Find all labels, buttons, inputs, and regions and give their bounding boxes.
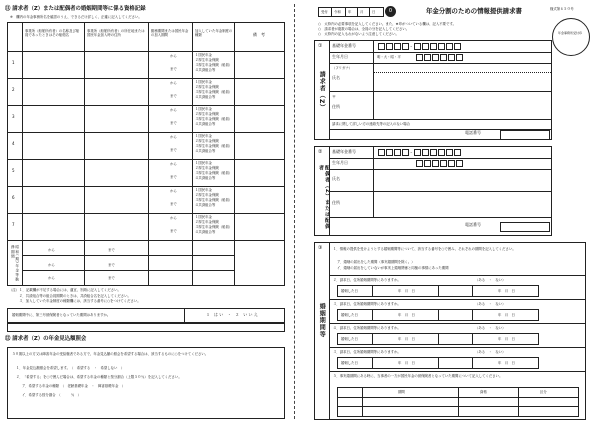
type-option: ３厚生年金保険（船員） [195, 63, 233, 67]
q1-option-b[interactable]: イ．婚姻の届出をしていないが事実上婚姻関係と同様の事情にあった期間 [337, 266, 449, 270]
row-number: 2 [12, 87, 15, 92]
spouse-address-label: 住所 [332, 200, 340, 205]
date-input[interactable]: 年 月 日 [398, 289, 415, 293]
instructions [318, 22, 456, 37]
marriage-period-block [314, 242, 586, 420]
type-option: ２厚生年金保険 [195, 58, 219, 62]
cell-label: 婚姻した日 [341, 289, 358, 293]
pension-kind-choice[interactable]: ア．希望する年金の種類 （ 老齢基礎年金 ・ 障害基礎年金 ） [22, 384, 126, 388]
date-input[interactable]: 年 月 日 [398, 337, 415, 341]
pension-type-list[interactable] [195, 107, 232, 127]
period-from: から [48, 263, 55, 267]
block-number: ① [318, 43, 323, 49]
type-option: ４共済組合等 [195, 203, 216, 207]
date-input[interactable]: 年 月 日 [498, 337, 515, 341]
period-until: まで [170, 229, 177, 233]
type-option: ２厚生年金保険 [195, 193, 219, 197]
period-until: まで [108, 248, 115, 252]
row-number: 3 [12, 114, 15, 119]
name-input[interactable] [377, 75, 547, 87]
section-note: ※ 欄内の年金事務所名を確認のうえ、できるだけ詳しく、正確に記入してください。 [10, 15, 142, 19]
row-number: 6 [12, 195, 15, 200]
period-from: から [170, 189, 177, 193]
type-option: １国民年金 [195, 215, 212, 219]
spouse-name-input[interactable] [377, 172, 547, 188]
period-from: から [170, 216, 177, 220]
spouse-phone-label: 電話番号 [465, 222, 481, 227]
note-line: ２．共済組合等の組合員期間のときは、共済組合名を記入してください。 [19, 293, 131, 298]
date-input[interactable]: 年 月 日 [398, 313, 415, 317]
period-until: まで [170, 175, 177, 179]
table-header: 期間 [398, 390, 405, 394]
type-option: ２厚生年金保険 [195, 112, 219, 116]
birth-date-label: 生年月日 [332, 54, 348, 59]
type-option: ２厚生年金保険 [195, 85, 219, 89]
type-option: １国民年金 [195, 107, 212, 111]
type-option: １国民年金 [195, 134, 212, 138]
type-option: ４共済組合等 [195, 68, 216, 72]
estimate-option-1[interactable]: １．年金見込額照会を希望します。（ 希望する ・ 希望しない ） [16, 366, 125, 370]
spouse-address-input[interactable] [377, 194, 547, 214]
period-from: から [170, 135, 177, 139]
type-option: ３厚生年金保険（船員） [195, 117, 233, 121]
ratio-field[interactable]: イ．希望する按分割合 （ ％ ） [22, 393, 82, 397]
col-header-employer: 事業所（船舶所有者）の名称及び船員であったときはその船舶名 [25, 29, 80, 38]
address-input[interactable] [377, 94, 547, 116]
type-option: ２厚生年金保険 [195, 220, 219, 224]
period-until: まで [170, 121, 177, 125]
cell-label: 日 [372, 10, 376, 14]
cell-label: 月 [360, 10, 364, 14]
period-from: から [170, 162, 177, 166]
date-input[interactable]: 年 月 日 [398, 361, 415, 365]
cell-label: 受付 [321, 10, 328, 14]
spouse-birth-input[interactable] [415, 160, 463, 167]
note-line: （注）１．記載欄が不足する場合には、適宜、別紙に記入してください。 [9, 288, 121, 292]
receipt-date-cells [318, 7, 384, 17]
name-label: 氏名 [332, 75, 340, 80]
period-from: から [48, 276, 55, 280]
form-title: 年金分割のための情報提供請求書 [426, 7, 522, 15]
question-text: 婚姻期間中に、第三号被保険者となっていた期間はありますか。 [12, 313, 111, 317]
type-option: １国民年金 [195, 53, 212, 57]
type-option: １国民年金 [195, 188, 212, 192]
cell-label: 年 [348, 10, 352, 14]
q6-text: ５．事実婚期間にある時に、当事者の一方が国民年金の被保険者となっていた期間について記入してください。 [333, 374, 503, 378]
receipt-stamp-label: 年金事務所受付印 [557, 31, 582, 35]
blank-row [7, 322, 285, 332]
phone-input[interactable] [500, 130, 550, 140]
table-header: 資格 [480, 390, 487, 394]
claimant-block [314, 40, 552, 140]
block-number: ③ [318, 245, 323, 251]
type-option: ３厚生年金保険（船員） [195, 225, 233, 229]
name-kana-label: （フリガナ） [332, 66, 353, 70]
phone-label: 電話番号 [465, 130, 481, 135]
cell-label: 婚姻した日 [341, 361, 358, 365]
pension-type-list[interactable] [195, 80, 232, 100]
type-option: ３厚生年金保険（船員） [195, 171, 233, 175]
address-zip-label: 〒 [332, 94, 336, 99]
yes-no-choice[interactable]: １ は い ・ ２ い い え [206, 312, 258, 317]
block-side-label: 婚姻期間等 [318, 303, 326, 338]
block-number: ② [318, 149, 323, 155]
pension-type-list[interactable] [195, 53, 232, 73]
q4-date-row [337, 333, 539, 345]
spouse-pension-no-label: 基礎年金番号 [332, 149, 356, 154]
date-input[interactable]: 年 月 日 [498, 313, 515, 317]
section-title-estimate [5, 336, 86, 342]
record-table [7, 22, 285, 286]
q5-text: ３．請求日、住所婚姻期間等にありますか。 [333, 350, 401, 354]
period-from: から [170, 81, 177, 85]
contact-note: 請求に関して詳しい方の連絡先等の記入のない場合 [332, 122, 410, 126]
type-option: ３厚生年金保険（船員） [195, 144, 233, 148]
q5-date-row [337, 357, 539, 369]
type-option: ４共済組合等 [195, 149, 216, 153]
date-input[interactable]: 年 月 日 [498, 289, 515, 293]
type-option: ４共済組合等 [195, 95, 216, 99]
cell-label: 令和 [334, 10, 341, 14]
left-form-page [0, 0, 288, 423]
q4-text: ４．請求日、住所婚姻期間等にありますか。 [333, 326, 401, 330]
section-title-record [5, 6, 146, 12]
type-option: ２厚生年金保険 [195, 139, 219, 143]
col-header-type: 加入していた年金制度の種類 [195, 29, 233, 38]
block-side-label: 請求者（Z） [318, 71, 326, 112]
fold-line [294, 4, 295, 419]
section-heading: 請求者（Z）または配偶者の婚姻期間等に係る資格記録 [12, 6, 146, 12]
table-header: 区分 [540, 390, 547, 394]
pension-type-list[interactable] [195, 134, 232, 154]
section-heading: 請求者（Z）の年金見込額照会 [12, 336, 87, 342]
period-until: まで [170, 148, 177, 152]
birth-date-input[interactable] [415, 54, 463, 61]
q3-text: ３．請求日、住所婚姻期間等にありますか。 [333, 302, 401, 306]
table-notes [9, 288, 141, 305]
type-option: １国民年金 [195, 80, 212, 84]
pension-type-list[interactable] [195, 188, 232, 208]
basic-pension-no-label: 基礎年金番号 [332, 43, 356, 48]
type-option: ３厚生年金保険（船員） [195, 198, 233, 202]
row-number: 1 [12, 60, 15, 65]
q3-date-row [337, 309, 539, 321]
birth-era-choice[interactable]: 明・大・昭・平 [377, 55, 401, 59]
cell-label: 婚姻した日 [341, 313, 358, 317]
type-option: １国民年金 [195, 161, 212, 165]
period-until: まで [170, 202, 177, 206]
q3-yes-no[interactable]: （ある ・ ない） [475, 302, 506, 306]
type-option: ４共済組合等 [195, 176, 216, 180]
type-option: ２厚生年金保険 [195, 166, 219, 170]
col-header-address: 事業所（船舶所有者）の所在地または国民年金加入時の住所 [87, 29, 145, 38]
type-option: ４共済組合等 [195, 230, 216, 234]
q4-yes-no[interactable]: （ある ・ ない） [475, 326, 506, 330]
block-side-label: 配偶者（Z）または配偶者 [318, 165, 330, 230]
pension-type-list[interactable] [195, 215, 232, 235]
q5-yes-no[interactable]: （ある ・ ない） [475, 350, 506, 354]
spouse-phone-input[interactable] [500, 222, 550, 232]
right-form-page [300, 0, 598, 423]
period-until: まで [108, 263, 115, 267]
spouse-birth-label: 生年月日 [332, 160, 348, 165]
type-option: ４共済組合等 [195, 122, 216, 126]
period-from: から [48, 248, 55, 252]
spouse-pension-no-input[interactable]: – [377, 149, 462, 156]
row-number: 7 [12, 222, 15, 227]
period-from: から [170, 108, 177, 112]
summary-side-label: 昭和(期)年金等勤務期間 [11, 245, 20, 283]
q1-option-a[interactable]: ア．婚姻の届出をした期間（事実婚期間を除く。） [337, 260, 415, 264]
q2-yes-no[interactable]: （ある ・ ない） [475, 278, 506, 282]
instruction-line: ○ 請求者が複数の場合は、全員の分を記入してください。 [318, 27, 410, 31]
col-header-period: 勤務期間または国民年金の加入期間 [151, 29, 189, 38]
section-number: ⑫ [5, 336, 11, 342]
q2-date-row [337, 285, 539, 297]
period-from: から [170, 54, 177, 58]
row-number: 5 [12, 168, 15, 173]
instruction-line: ○ 太枠内の必要事項を記入してください。また、★印がついている欄は、記入不要です。 [318, 22, 456, 26]
section-number: ⑪ [5, 6, 11, 12]
pension-type-list[interactable] [195, 161, 232, 181]
estimate-text: ５０歳以上の方又は障害年金の受給権者である方で、年金見込額の照会を希望する場合は、該当するものに○をつけてください。 [12, 352, 209, 356]
type-option: ３厚生年金保険（船員） [195, 90, 233, 94]
estimate-box [7, 347, 285, 419]
col-header-remarks: 備 考 [253, 32, 265, 37]
instruction-line: ○ 太枠内の記入もれがないよう注意してください。 [318, 32, 399, 36]
date-input[interactable]: 年 月 日 [498, 361, 515, 365]
address-label: 住所 [332, 104, 340, 109]
receipt-stamp-circle [552, 18, 590, 56]
insured-period-table [337, 387, 579, 417]
cell-label: 婚姻した日 [341, 337, 358, 341]
q2-text: ２．請求日、住所婚姻期間等にありますか。 [333, 278, 401, 282]
period-until: まで [170, 94, 177, 98]
q1-text: １．情報の提供を受けようとする婚姻期間等について、該当する番号を○で囲み、それぞれの期間を記入してください。 [333, 247, 516, 251]
estimate-option-2: ２．「希望する」を○で囲んだ場合は、希望する年金の種類と按分割合（上限５０％）を記入してください。 [16, 375, 182, 379]
spouse-name-label: 氏名 [332, 176, 340, 181]
basic-pension-no-input[interactable]: – [377, 43, 462, 50]
office-mark: 0 [385, 6, 396, 17]
form-number: 様式第６５０号 [550, 7, 574, 11]
note-line: ３．加入していた年金制度の種類欄には、該当する番号に○をつけてください。 [19, 299, 141, 303]
row-number: 4 [12, 141, 15, 146]
spouse-block [314, 146, 552, 236]
period-until: まで [108, 276, 115, 280]
period-until: まで [170, 67, 177, 71]
